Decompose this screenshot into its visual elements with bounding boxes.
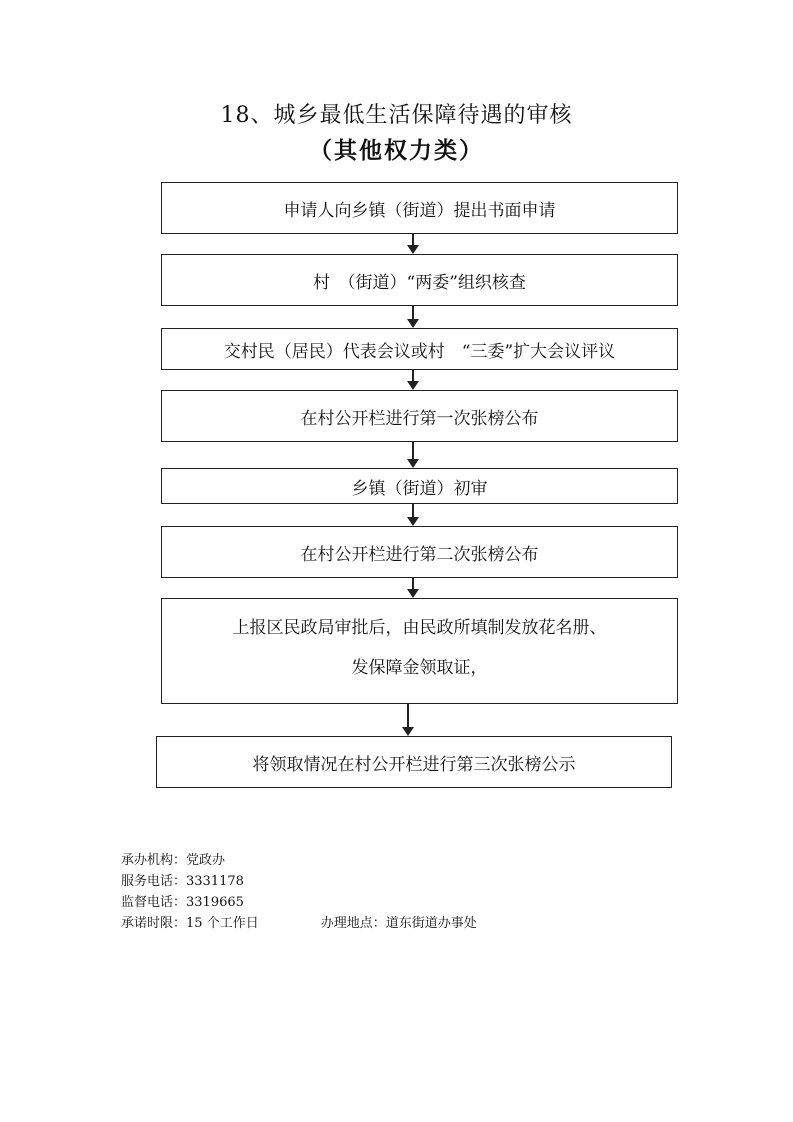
supervision-phone-row bbox=[121, 892, 477, 913]
flow-step-2-label: 村 （街道）“两委”组织核查 bbox=[313, 272, 526, 293]
page-subtitle: （其他权力类） bbox=[309, 137, 484, 164]
time-limit-label: 承诺时限： bbox=[121, 916, 187, 931]
agency-value: 党政办 bbox=[186, 853, 226, 868]
flow-step-6-label: 在村公开栏进行第二次张榜公布 bbox=[300, 544, 539, 565]
flow-step-2 bbox=[161, 254, 678, 306]
agency-label: 承办机构： bbox=[121, 853, 187, 868]
time-limit-row bbox=[121, 913, 477, 934]
flow-arrow-3 bbox=[407, 370, 419, 390]
flow-step-5-label: 乡镇（街道）初审 bbox=[351, 478, 488, 499]
flow-step-5 bbox=[161, 468, 678, 504]
location-value: 道东街道办事处 bbox=[385, 916, 477, 931]
agency-row bbox=[121, 850, 477, 871]
flow-step-7-line-1: 上报区民政局审批后，由民政所填制发放花名册、 bbox=[232, 618, 607, 638]
flow-step-1-label: 申请人向乡镇（街道）提出书面申请 bbox=[283, 200, 556, 221]
flow-step-7 bbox=[161, 598, 678, 704]
flow-step-8 bbox=[156, 736, 672, 788]
flow-step-7-line-2: 发保障金领取证， bbox=[351, 658, 488, 678]
flow-arrow-2 bbox=[407, 306, 419, 328]
location-label: 办理地点： bbox=[320, 916, 386, 931]
flow-step-1 bbox=[161, 182, 678, 234]
flow-step-3-label: 交村民（居民）代表会议或村 “三委”扩大会议评议 bbox=[223, 341, 616, 362]
flow-arrow-7 bbox=[402, 704, 414, 736]
page-title: 18、城乡最低生活保障待遇的审核 bbox=[220, 103, 573, 128]
time-limit-value: 15 个工作日 bbox=[186, 916, 259, 931]
supervision-phone-label: 监督电话： bbox=[121, 895, 187, 910]
flow-arrow-5 bbox=[407, 504, 419, 526]
flow-step-4-label: 在村公开栏进行第一次张榜公布 bbox=[300, 408, 539, 429]
service-phone-row bbox=[121, 871, 477, 892]
flow-step-6 bbox=[161, 526, 678, 578]
flow-arrow-1 bbox=[407, 234, 419, 254]
flow-step-3 bbox=[161, 328, 678, 370]
flow-step-8-label: 将领取情况在村公开栏进行第三次张榜公示 bbox=[252, 754, 576, 775]
flow-step-4 bbox=[161, 390, 678, 442]
supervision-phone-value: 3319665 bbox=[186, 895, 244, 910]
flow-arrow-6 bbox=[407, 578, 419, 598]
flow-arrow-4 bbox=[407, 442, 419, 468]
service-phone-label: 服务电话： bbox=[121, 874, 187, 889]
service-info bbox=[121, 850, 477, 934]
service-phone-value: 3331178 bbox=[186, 874, 244, 889]
